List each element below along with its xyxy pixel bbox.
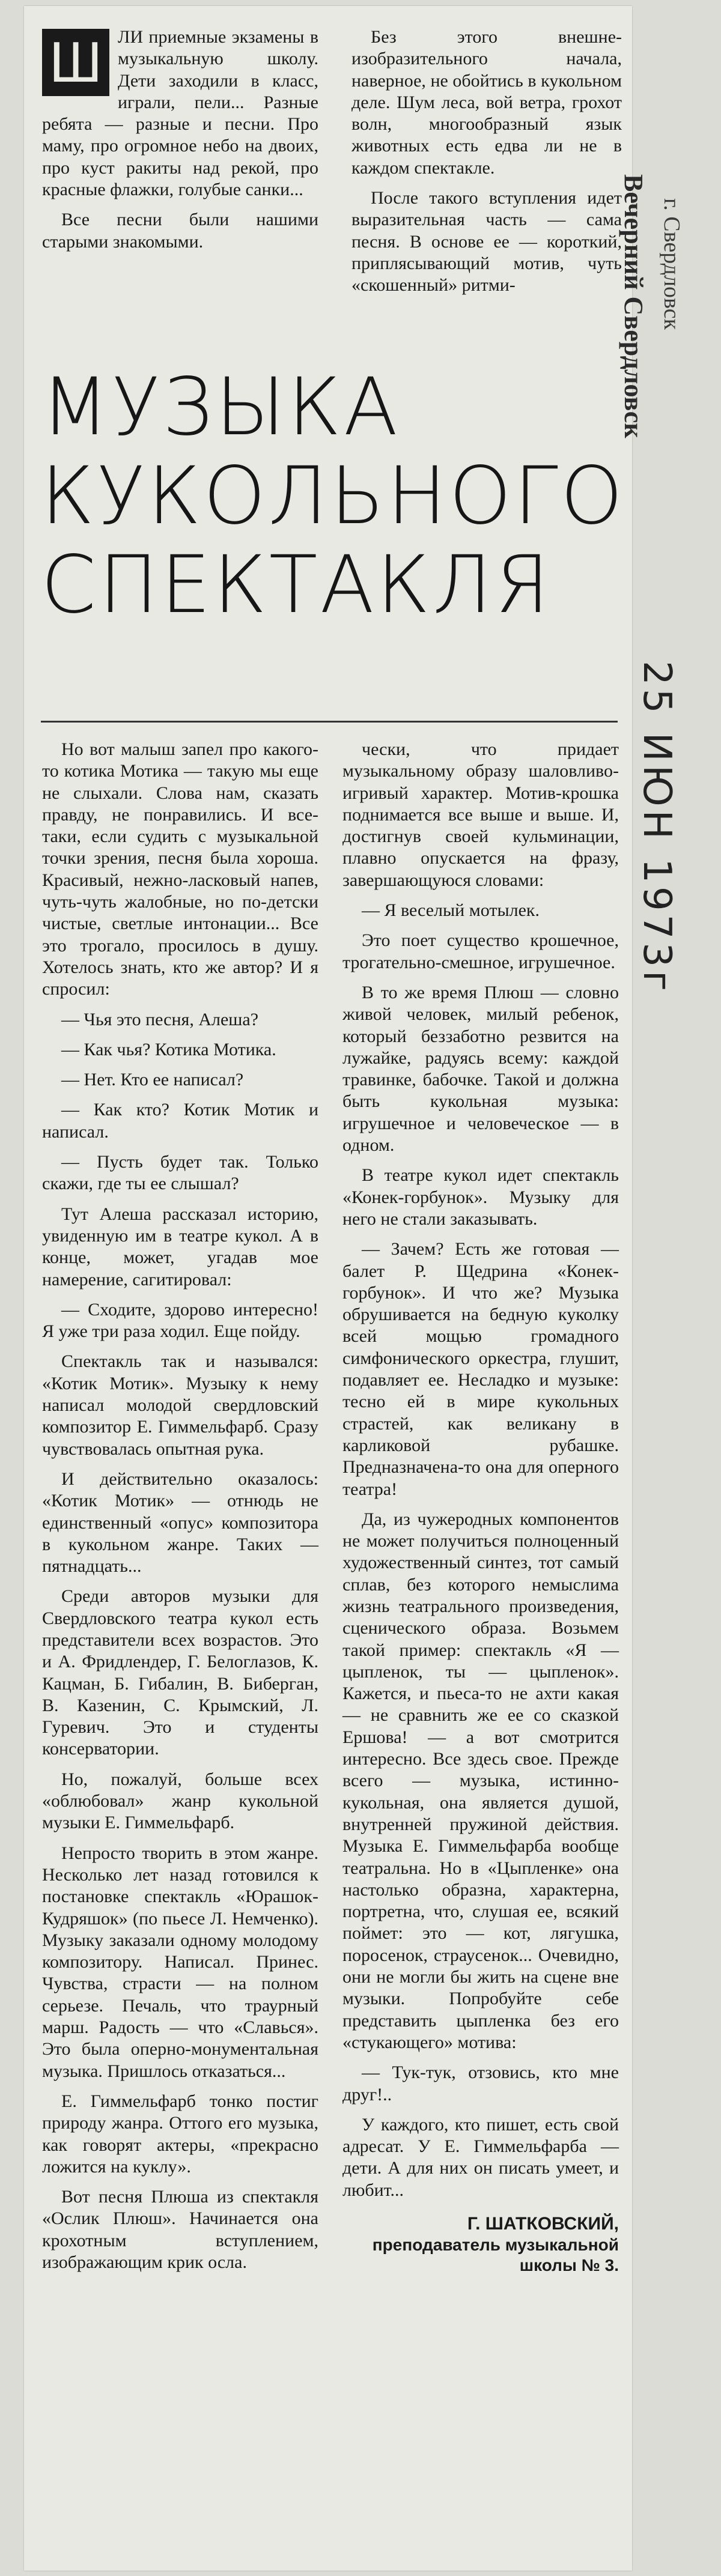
intro-paragraph: После такого вступления идет выразительная часть — сама песня. В основе ее — короткий, приплясывающий мотив, чуть «скошенный» ритми- xyxy=(351,188,622,295)
body-paragraph: — Чья это песня, Алеша? xyxy=(61,1009,259,1029)
headline-divider xyxy=(41,721,618,723)
intro-paragraph: Ш ЛИ приемные экзамены в музыкальную школу. Дети заходили в класс, играли, пели... Разные ребята — разные и песни. Про маму, про огромное небо на двоих, про куст ракиты над рекой, про красные флажки, голубые санки... xyxy=(42,27,318,200)
newspaper-clipping xyxy=(24,6,632,2571)
headline-line: МУЗЫКА xyxy=(41,361,401,453)
handwritten-date: 25 ИЮН 1973г xyxy=(634,661,679,995)
author-title: преподаватель музыкальной школы № 3. xyxy=(372,2235,619,2275)
body-paragraph: Это поет существо крошечное, трогательно-смешное, игрушечное. xyxy=(342,930,619,972)
headline-line: КУКОЛЬНОГО xyxy=(41,450,625,542)
body-column-right xyxy=(342,739,619,2276)
headline-line: СПЕКТАКЛЯ xyxy=(41,539,552,631)
publication-stamp: Вечерний Свердловск xyxy=(619,174,648,438)
body-column-left xyxy=(42,739,318,2273)
author-name: Г. ШАТКОВСКИЙ, xyxy=(467,2214,619,2234)
body-paragraph: — Как чья? Котика Мотика. xyxy=(61,1039,276,1059)
body-paragraph: В то же время Плюш — словно живой человек, милый ребенок, который беззаботно резвится на лужайке, радуясь всему: каждой травинке, бабочке. Такой и должна быть кукольная музыка: игрушечное и человеческое — в одном. xyxy=(342,982,619,1156)
body-paragraph: — Я веселый мотылек. xyxy=(362,900,540,921)
body-paragraph: Тут Алеша рассказал историю, увиденную им в театре кукол. А в конце, может, угадав мое намерение, сагитировал: xyxy=(42,1204,318,1290)
body-paragraph: Но, пожалуй, больше всех «облюбовал» жанр кукольной музыки Е. Гиммельфарб. xyxy=(42,1769,318,1833)
body-paragraph: Е. Гиммельфарб тонко постиг природу жанра. Оттого его музыка, как говорят актеры, «прекрасно ложится на куклу». xyxy=(42,2091,318,2177)
body-paragraph: Но вот малыш запел про какого-то котика Мотика — такую мы еще не слыхали. Слова нам, сказать правду, не понравились. И все-таки, если судить с музыкальной точки зрения, песня была хороша. Красивый, нежно-ласковый напев, чуть-чуть жалобные, но по-детски чистые, светлые интонации... Все это трогало, просилось в душу. Хотелось знать, кто же автор? И я спросил: xyxy=(42,739,318,999)
body-paragraph: Непросто творить в этом жанре. Несколько лет назад готовился к постановке спектакль «Юрашок-Кудряшок» (по пьесе Л. Немченко). Музыку заказали одному молодому композитору. Написал. Принес. Чувства, страсти — на полном серьезе. Печаль, что траурный марш. Радость — что «Славься». Это была оперно-монументальная музыка. Пришлось отказаться... xyxy=(42,1843,318,2081)
intro-column-right xyxy=(351,26,622,297)
body-paragraph: — Сходите, здорово интересно! Я уже три раза ходил. Еще пойду. xyxy=(42,1299,318,1342)
body-paragraph: У каждого, кто пишет, есть свой адресат. У Е. Гиммельфарба — дети. А для них он писать умеет, и любит... xyxy=(342,2114,619,2200)
drop-cap: Ш xyxy=(42,29,109,96)
body-paragraph: — Нет. Кто ее написал? xyxy=(61,1070,244,1090)
body-paragraph: Вот песня Плюша из спектакля «Ослик Плюш». Начинается она крохотным вступлением, изображающим крик осла. xyxy=(42,2187,318,2272)
article-headline xyxy=(41,363,636,629)
body-paragraph: — Как кто? Котик Мотик и написал. xyxy=(42,1100,318,1142)
body-paragraph: — Пусть будет так. Только скажи, где ты ее слышал? xyxy=(42,1152,318,1194)
body-column-right-text xyxy=(342,739,619,2201)
body-paragraph: В театре кукол идет спектакль «Конек-горбунок». Музыку для него не стали заказывать. xyxy=(342,1165,619,1229)
intro-paragraph: Без этого внешне-изобразительного начала, наверное, не обойтись в кукольном деле. Шум леса, вой ветра, грохот волн, многообразный язык животных есть едва ли не в каждом спектакле. xyxy=(351,27,622,178)
body-paragraph: — Зачем? Есть же готовая — балет Р. Щедрина «Конек-горбунок». И что же? Музыка обрушивается на бедную куколку всей мощью громадного симфонического оркестра, глушит, подавляет ее. Несладко и музыке: тесно ей в мире кукольных страстей, как великану в карликовой рубашке. Предназначена-то она для оперного театра! xyxy=(342,1239,619,1499)
body-paragraph: Да, из чужеродных компонентов не может получиться полноценный художественный синтез, тот самый сплав, без которого немыслима жизнь театрального произведения, сценического образа. Возьмем такой пример: спектакль «Я — цыпленок, ты — цыпленок». Кажется, и пьеса-то не ахти какая — не сравнить же ее со сказкой Ершова! — а вот смотрится интересно. Все здесь свое. Прежде всего — музыка, истинно-кукольная, она является душой, внутренней пружиной действия. Музыка Е. Гиммельфарба вообще театральна. Но в «Цыпленке» она настолько образна, характерна, портретна, что, слушая ее, всякий поймет: это — кот, лягушка, поросенок, страусенок... Очевидно, они не могли бы жить на сцене вне музыки. Попробуйте себе представить цыпленка без его «стукающего» мотива: xyxy=(342,1509,619,2052)
body-paragraph: Спектакль так и назывался: «Котик Мотик». Музыку к нему написал молодой свердловский композитор Е. Гиммельфарб. Сразу чувствовалась опытная рука. xyxy=(42,1351,318,1459)
city-stamp: г. Свердловск xyxy=(659,198,684,330)
body-paragraph: И действительно оказалось: «Котик Мотик» — отнюдь не единственный «опус» композитора в кукольном жанре. Таких — пятнадцать... xyxy=(42,1468,318,1577)
body-paragraph: чески, что придает музыкальному образу шаловливо-игривый характер. Мотив-крошка поднимается все выше и выше. И, достигнув своей кульминации, плавно опускается на фразу, завершающуюся словами: xyxy=(342,739,619,890)
intro-paragraph: Все песни были нашими старыми знакомыми. xyxy=(42,210,318,252)
body-paragraph: Среди авторов музыки для Свердловского театра кукол есть представители всех возрастов. Это и А. Фридлендер, Г. Белоглазов, К. Кацман, Б. Гибалин, В. Биберган, В. Казенин, С. Крымский, Л. Гуревич. Это и студенты консерватории. xyxy=(42,1586,318,1759)
body-paragraph: — Тук-тук, отзовись, кто мне друг!.. xyxy=(342,2062,619,2105)
intro-column-left xyxy=(42,26,318,253)
